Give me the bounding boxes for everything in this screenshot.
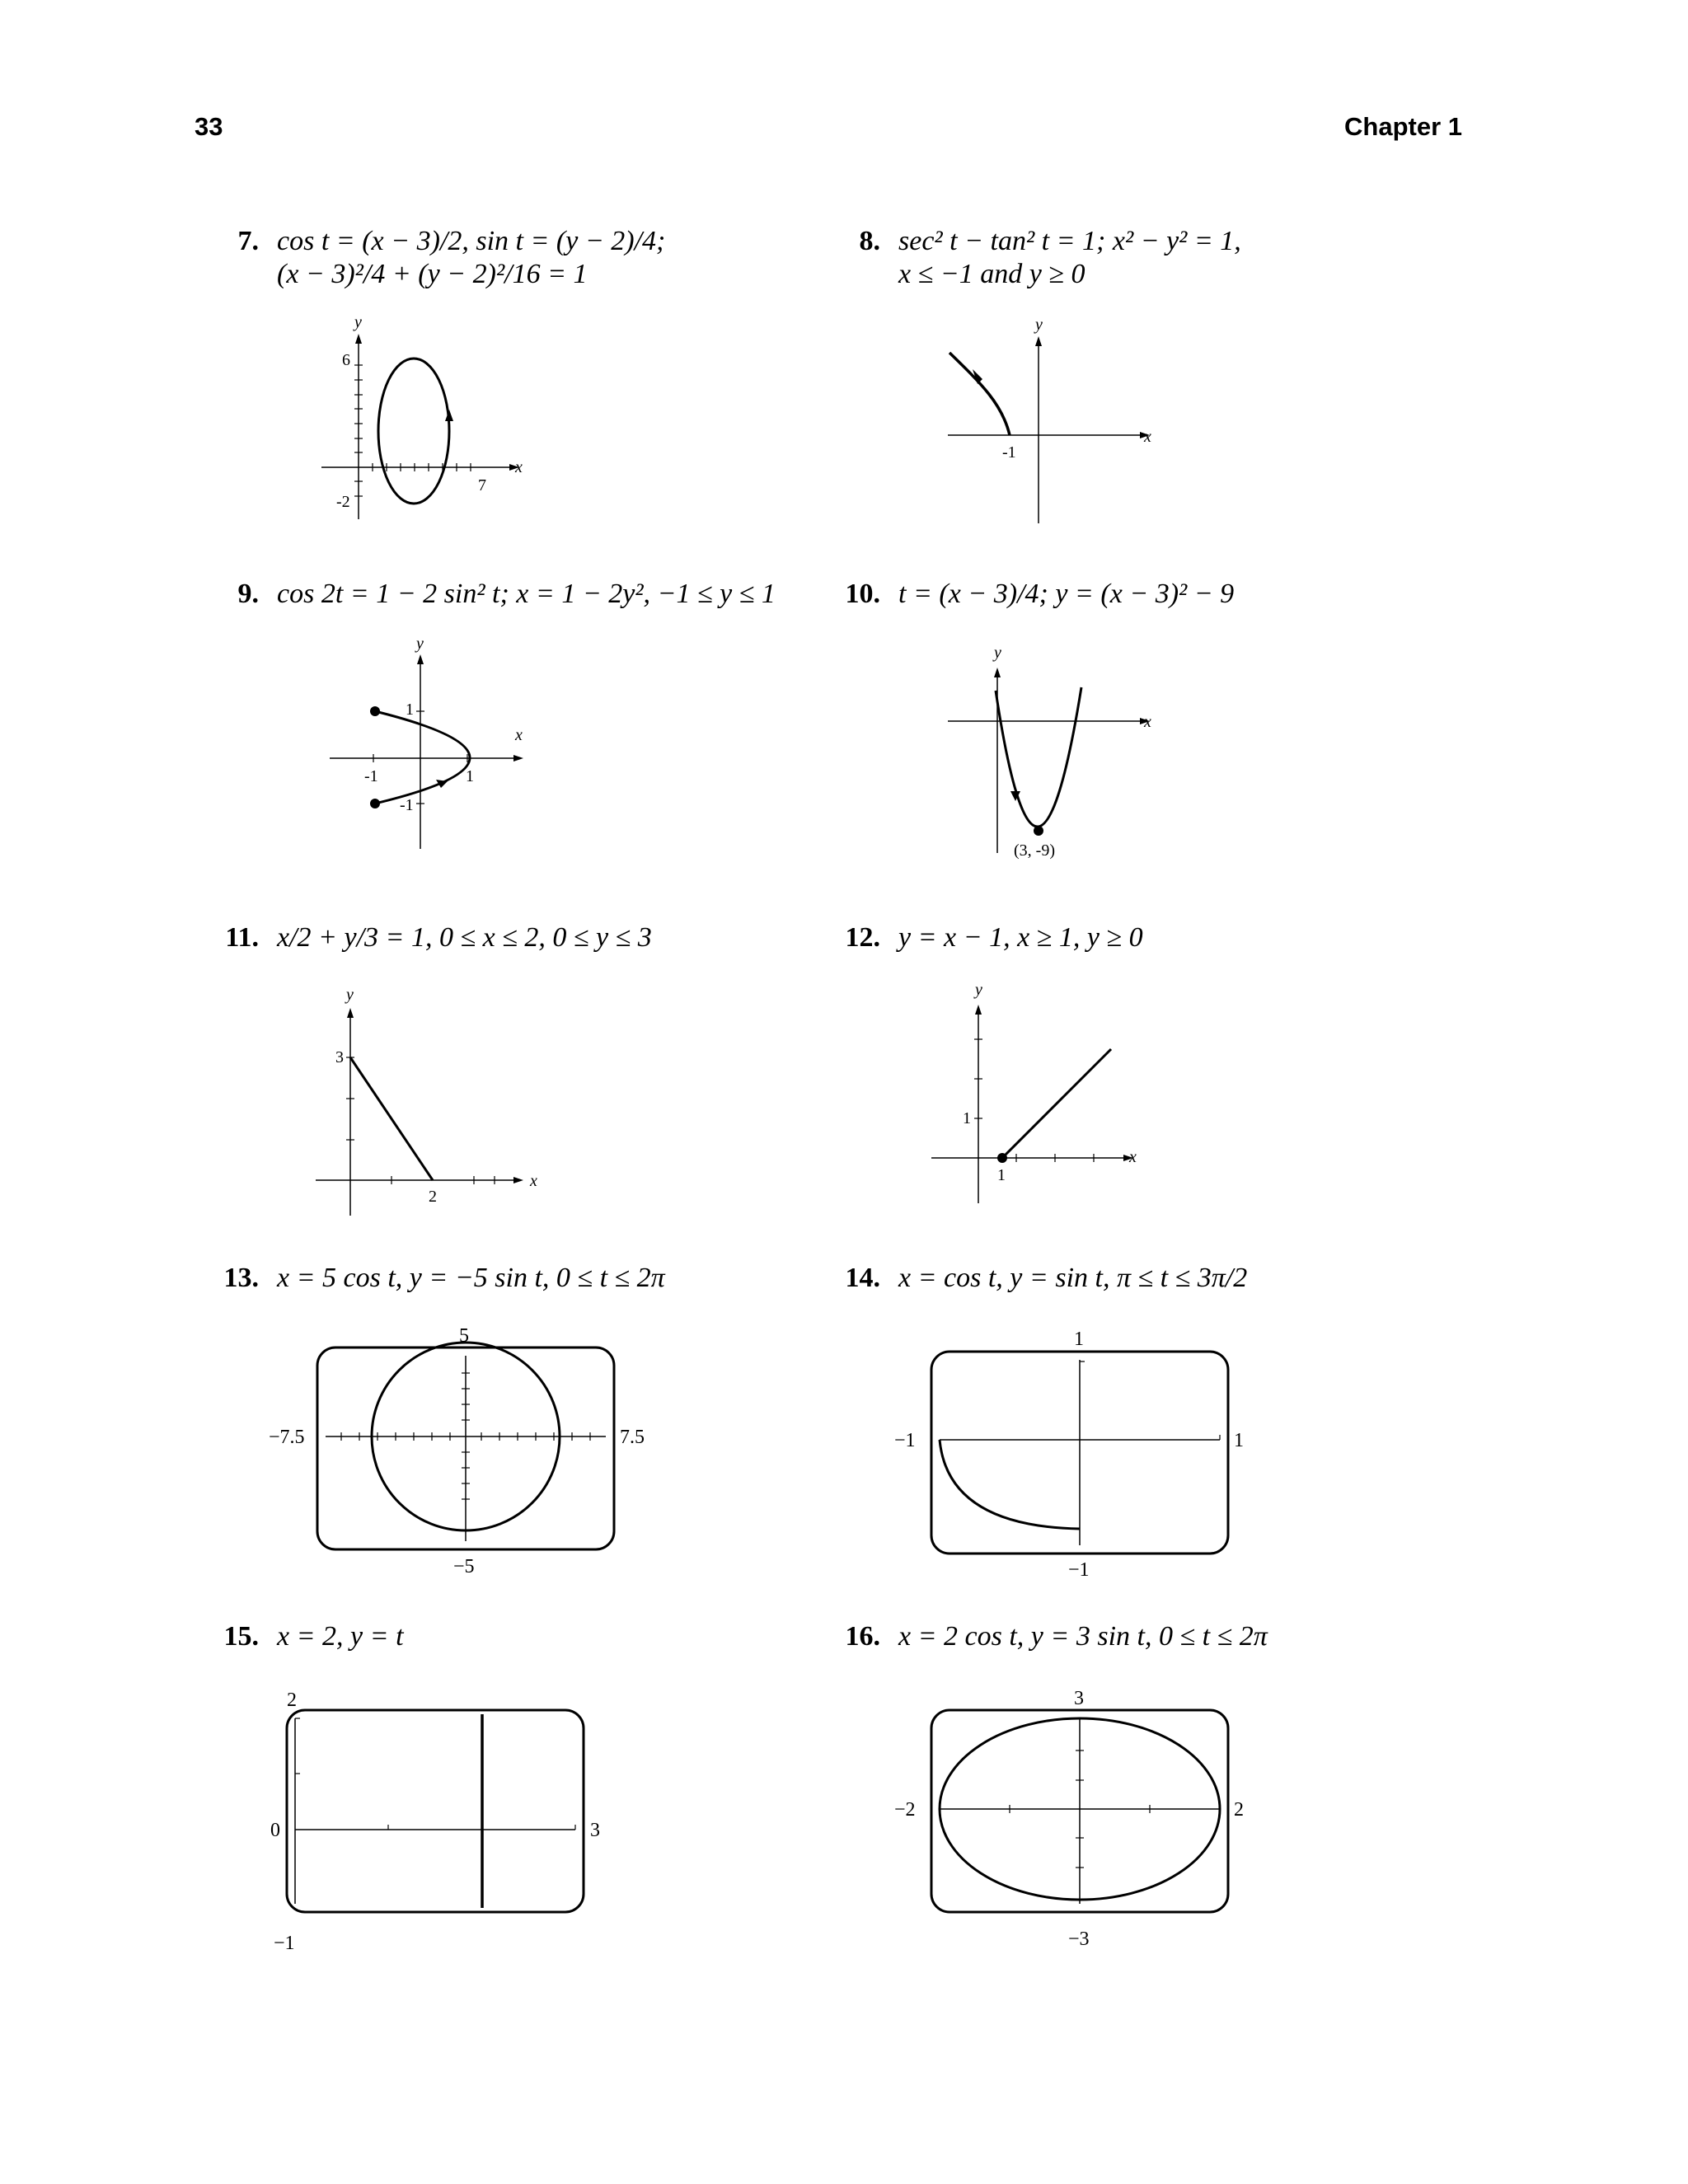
tick-label: 1 <box>406 701 414 719</box>
problem-number: 11. <box>225 922 259 953</box>
problem-equation: x = 2, y = t <box>277 1621 404 1652</box>
problem-equation-line2: x ≤ −1 and y ≥ 0 <box>898 259 1085 289</box>
window-left-label: −2 <box>894 1799 916 1821</box>
problem-number: 8. <box>859 226 880 256</box>
problem-15 <box>195 1619 404 1653</box>
window-left-label: −1 <box>894 1430 916 1451</box>
y-axis-label: y <box>975 981 982 999</box>
graph-problem-14 <box>882 1310 1278 1591</box>
x-axis-label: x <box>515 726 523 744</box>
problem-number: 14. <box>845 1263 880 1293</box>
y-axis-label: y <box>354 313 362 331</box>
tick-label: 1 <box>963 1109 971 1127</box>
chapter-title: Chapter 1 <box>1344 112 1462 141</box>
problem-equation: x = 2 cos t, y = 3 sin t, 0 ≤ t ≤ 2π <box>898 1621 1268 1652</box>
tick-label: -1 <box>400 796 414 814</box>
problem-equation: x/2 + y/3 = 1, 0 ≤ x ≤ 2, 0 ≤ y ≤ 3 <box>277 922 652 953</box>
window-right-label: 3 <box>590 1820 600 1841</box>
x-axis-label: x <box>1129 1148 1137 1166</box>
tick-label: 1 <box>997 1166 1006 1184</box>
problem-10 <box>816 577 1234 611</box>
problem-equation: x = cos t, y = sin t, π ≤ t ≤ 3π/2 <box>898 1263 1248 1293</box>
tick-label: -1 <box>364 767 378 785</box>
problem-number: 12. <box>845 922 880 953</box>
window-right-label: 2 <box>1234 1799 1244 1821</box>
tick-label: -1 <box>1002 443 1016 462</box>
problem-16 <box>816 1619 1268 1653</box>
graph-problem-15 <box>264 1673 659 1961</box>
graph-problem-13 <box>264 1310 659 1591</box>
problem-equation: cos 2t = 1 − 2 sin² t; x = 1 − 2y², −1 ≤ y ≤ 1 <box>277 579 776 609</box>
problem-equation-line2: (x − 3)²/4 + (y − 2)²/16 = 1 <box>277 259 588 289</box>
problem-equation: y = x − 1, x ≥ 1, y ≥ 0 <box>898 922 1143 953</box>
tick-label: 6 <box>342 351 350 369</box>
problem-7 <box>195 224 665 291</box>
graph-problem-7 <box>313 309 544 523</box>
tick-label: 7 <box>478 476 486 494</box>
window-right-label: 1 <box>1234 1430 1244 1451</box>
x-axis-label: x <box>1144 713 1151 731</box>
graph-problem-11 <box>309 985 556 1224</box>
problem-12 <box>816 921 1143 954</box>
window-top-label: 5 <box>459 1325 469 1347</box>
problem-number: 7. <box>237 226 259 256</box>
graph-problem-9 <box>326 635 540 857</box>
graph-problem-12 <box>931 981 1195 1207</box>
window-left-label: 0 <box>270 1820 280 1841</box>
problem-14 <box>816 1261 1247 1295</box>
x-axis-label: x <box>515 458 523 476</box>
y-axis-label: y <box>1035 316 1043 334</box>
tick-label: -2 <box>336 493 350 511</box>
tick-label: 3 <box>335 1048 344 1066</box>
problem-9 <box>195 577 776 611</box>
problem-equation: t = (x − 3)/4; y = (x − 3)² − 9 <box>898 579 1235 609</box>
window-bottom-label: −3 <box>1068 1929 1090 1950</box>
page-number: 33 <box>195 112 223 141</box>
window-top-label: 2 <box>287 1690 297 1711</box>
window-right-label: 7.5 <box>620 1427 645 1448</box>
window-bottom-label: −1 <box>274 1933 295 1954</box>
problem-number: 10. <box>845 579 880 609</box>
window-left-label: −7.5 <box>269 1427 305 1448</box>
x-axis-label: x <box>1144 428 1151 446</box>
tick-label: 1 <box>466 767 474 785</box>
x-axis-label: x <box>530 1172 537 1190</box>
problem-number: 13. <box>223 1263 259 1293</box>
window-bottom-label: −1 <box>1068 1559 1090 1581</box>
vertex-label: (3, -9) <box>1014 841 1055 860</box>
tick-label: 2 <box>429 1188 437 1206</box>
problem-number: 16. <box>845 1621 880 1652</box>
y-axis-label: y <box>416 635 424 653</box>
graph-problem-16 <box>882 1673 1278 1961</box>
problem-11 <box>195 921 652 954</box>
problem-13 <box>195 1261 665 1295</box>
problem-number: 15. <box>223 1621 259 1652</box>
problem-number: 9. <box>237 579 259 609</box>
problem-equation: sec² t − tan² t = 1; x² − y² = 1, <box>898 226 1241 256</box>
graph-problem-8 <box>948 313 1195 536</box>
window-bottom-label: −5 <box>453 1556 475 1577</box>
window-top-label: 1 <box>1074 1329 1084 1350</box>
y-axis-label: y <box>346 986 354 1004</box>
graph-problem-10 <box>948 643 1212 874</box>
problem-equation: cos t = (x − 3)/2, sin t = (y − 2)/4; <box>277 226 666 256</box>
problem-equation: x = 5 cos t, y = −5 sin t, 0 ≤ t ≤ 2π <box>277 1263 665 1293</box>
window-top-label: 3 <box>1074 1688 1084 1709</box>
y-axis-label: y <box>994 644 1001 662</box>
problem-8 <box>816 224 1241 291</box>
